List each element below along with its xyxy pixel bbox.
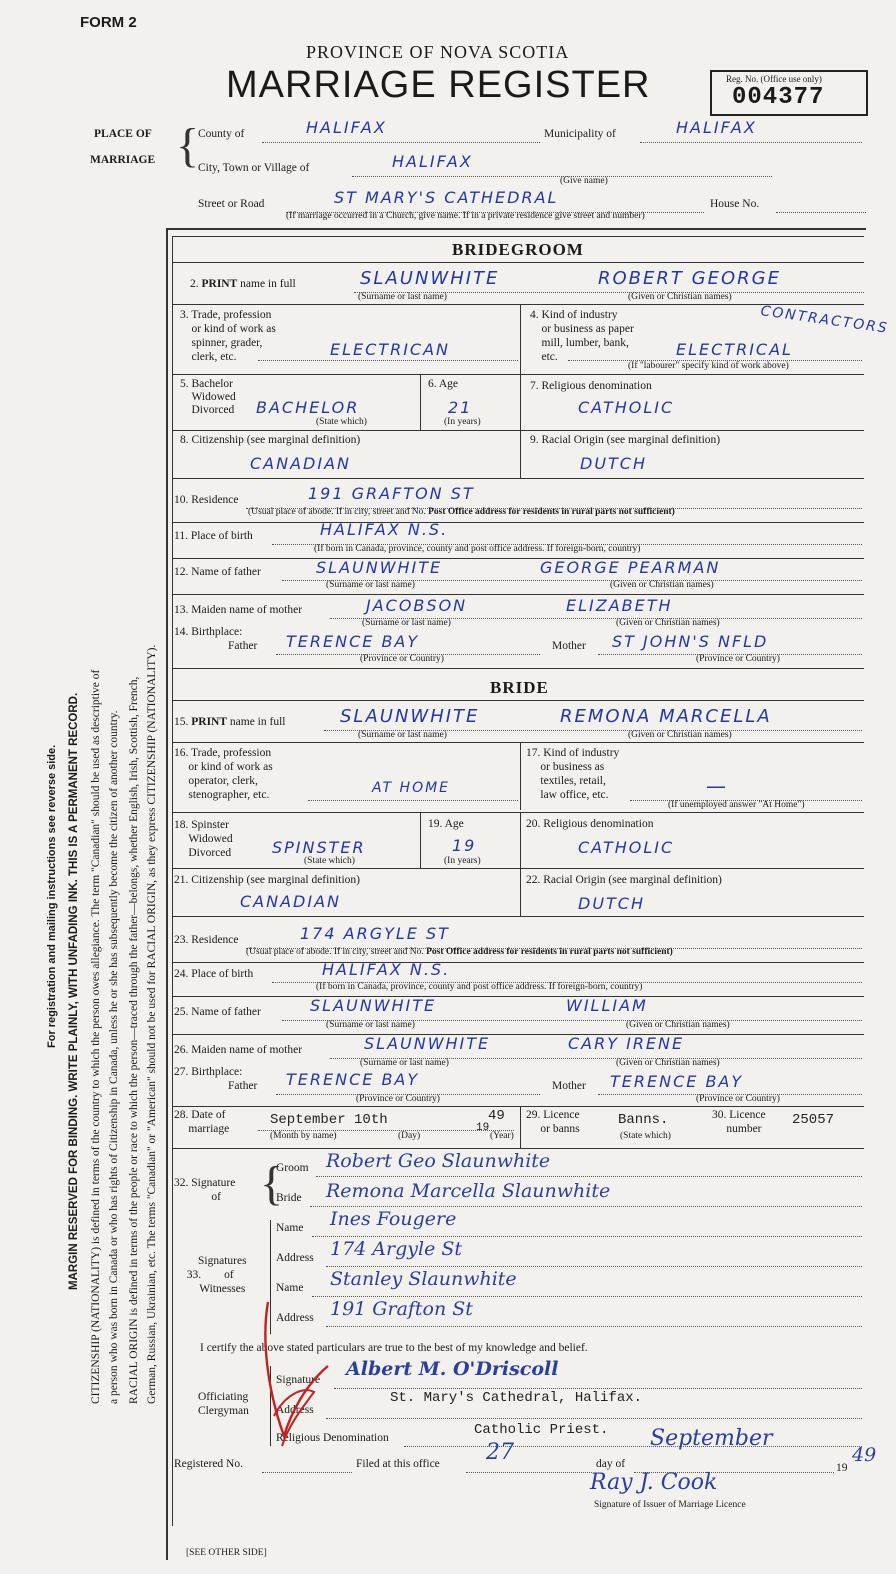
groom-status-l3: Divorced: [191, 404, 235, 416]
groom-status-l1: Bachelor: [191, 378, 234, 390]
bride-industry-note: (If unemployed answer "At Home"): [668, 800, 805, 810]
num-32: 32.: [174, 1177, 189, 1189]
municipality-value: HALIFAX: [676, 118, 757, 137]
month-label: (Month by name): [270, 1131, 337, 1141]
num-12: 12.: [174, 566, 189, 578]
bride-status-l2: Widowed: [188, 833, 233, 845]
bride-citizenship-label: Citizenship (see marginal definition): [191, 874, 360, 886]
w1-address-label: Address: [276, 1252, 314, 1264]
groom-mother-surname: JACOBSON: [366, 596, 468, 615]
signature-brace: {: [260, 1157, 284, 1210]
num-27: 27.: [174, 1066, 189, 1078]
num-16: 16.: [174, 747, 189, 759]
num-19: 19.: [428, 818, 443, 830]
bride-father-given: WILLIAM: [566, 996, 648, 1015]
reg-number-box: [710, 70, 868, 116]
margin-citizenship-def-1: CITIZENSHIP (NATIONALITY) is defined in terms of the country to which the person owes allegiance. The term "Canadian" should be used as descriptive of: [90, 669, 102, 1404]
racial-label: Racial Origin (see marginal definition): [541, 434, 721, 446]
groom-trade-l1: Trade, profession: [191, 309, 272, 321]
county-value: HALIFAX: [306, 118, 387, 137]
marriage-year-prefix: 19: [476, 1122, 490, 1134]
signature-of-label-1: Signature: [191, 1177, 236, 1189]
religion-label: Religious denomination: [541, 380, 652, 392]
maiden-mother-label: Maiden name of mother: [191, 604, 303, 616]
bride-father-surname: SLAUNWHITE: [310, 996, 437, 1015]
num-33: 33.: [186, 1269, 202, 1281]
groom-in-years: (In years): [444, 417, 481, 427]
bride-industry-l3: textiles, retail,: [540, 775, 606, 787]
groom-mother-birthplace: ST JOHN'S NFLD: [612, 632, 769, 651]
num-29: 29.: [526, 1109, 541, 1121]
groom-sig-label: Groom: [276, 1162, 309, 1174]
groom-trade: ELECTRICAN: [330, 340, 450, 359]
bride-trade-l1: Trade, profession: [191, 747, 272, 759]
bride-age-label: Age: [444, 818, 464, 830]
filed-day: 27: [486, 1440, 514, 1465]
marriage-month-day: September 10th: [270, 1112, 388, 1128]
clergy-signature: Albert M. O'Driscoll: [346, 1358, 559, 1380]
margin-citizenship-def-2: a person who was born in Canada or who has rights of Citizenship in Canada, unless he or she has subsequently become the citizen of another country.: [108, 710, 120, 1404]
registered-no-label: Registered No.: [174, 1458, 243, 1470]
clergy-label-2: Clergyman: [198, 1405, 249, 1417]
num-22: 22.: [526, 874, 541, 886]
clergy-address-label: Address: [276, 1404, 314, 1416]
num-20: 20.: [526, 818, 541, 830]
street-note: (If marriage occurred in a Church, give name. If in a private residence give street and number): [286, 211, 645, 221]
reg-number-label: Reg. No. (Office use only): [726, 74, 822, 84]
licence-number: 25057: [792, 1112, 835, 1128]
place-label-1: PLACE OF: [94, 128, 152, 140]
bride-name-in-full-label: name in full: [229, 716, 286, 728]
num-5: 5.: [180, 378, 189, 390]
clergy-denomination: Catholic Priest.: [474, 1422, 609, 1438]
clergy-address: St. Mary's Cathedral, Halifax.: [390, 1390, 643, 1406]
num-9: 9.: [530, 434, 539, 446]
surname-note: (Surname or last name): [358, 292, 447, 302]
city-label: City, Town or Village of: [198, 162, 310, 174]
province-heading: PROVINCE OF NOVA SCOTIA: [306, 42, 570, 62]
witness-2-name: Stanley Slaunwhite: [330, 1268, 517, 1290]
bride-residence: 174 ARGYLE ST: [300, 924, 450, 943]
groom-trade-l4: clerk, etc.: [191, 351, 237, 363]
bride-mother-birthplace: TERENCE BAY: [610, 1072, 744, 1091]
groom-racial: DUTCH: [580, 454, 648, 473]
margin-racial-def-1: RACIAL ORIGIN is defined in terms of the people or race to which the person—traced through the father—belongs, whether English, Irish, Scottish, French,: [128, 676, 140, 1404]
w1-name-label: Name: [276, 1222, 304, 1234]
num-21: 21.: [174, 874, 189, 886]
residence-label: Residence: [191, 494, 239, 506]
bride-father-province-note: (Province or Country): [356, 1094, 440, 1104]
bride-industry: —: [706, 774, 728, 798]
margin-racial-def-2: German, Russian, Ukrainian, etc. The terms "Canadian" or "American" should not be used for RACIAL ORIGIN, as they express CITIZENSHIP (NATIONALITY).: [146, 644, 158, 1404]
num-3: 3.: [180, 309, 189, 321]
age-label: Age: [438, 378, 459, 390]
num-14: 14.: [174, 626, 189, 638]
num-23: 23.: [174, 934, 189, 946]
bride-industry-l4: law office, etc.: [540, 789, 609, 801]
margin-binding-note: MARGIN RESERVED FOR BINDING. WRITE PLAINLY, WITH UNFADING INK. THIS IS A PERMANENT RECORD.: [68, 692, 80, 1290]
licence-type: Banns.: [618, 1112, 669, 1128]
red-check-mark-icon: [244, 1296, 344, 1456]
bride-mother-given-note: (Given or Christian names): [616, 1058, 720, 1068]
bride-signature: Remona Marcella Slaunwhite: [326, 1180, 611, 1202]
city-value: HALIFAX: [392, 152, 473, 171]
page-title: MARRIAGE REGISTER: [226, 64, 651, 106]
bride-status: SPINSTER: [272, 838, 366, 857]
groom-industry-1: CONTRACTORS: [759, 303, 890, 337]
bride-father-label: Father: [228, 1080, 258, 1092]
num-7: 7.: [530, 380, 539, 392]
filed-label: Filed at this office: [356, 1458, 440, 1470]
filed-year: 49: [852, 1444, 877, 1466]
witness-1-address: 174 Argyle St: [330, 1238, 463, 1260]
groom-industry-2: ELECTRICAL: [676, 340, 793, 359]
date-label-2: marriage: [188, 1123, 230, 1135]
signature-of-label-2: of: [211, 1191, 221, 1203]
bride-father-given-note: (Given or Christian names): [626, 1020, 730, 1030]
bride-trade-l4: stenographer, etc.: [188, 789, 270, 801]
witness-label-3: Witnesses: [199, 1283, 246, 1295]
bride-father-name-label: Name of father: [191, 1006, 261, 1018]
place-label-2: MARRIAGE: [90, 154, 156, 166]
num-10: 10.: [174, 494, 189, 506]
witness-label-1: Signatures: [198, 1255, 247, 1267]
bride-birthplace-label: Birthplace:: [191, 1066, 243, 1078]
marriage-year: 49: [488, 1108, 505, 1124]
bride-maiden-mother-label: Maiden name of mother: [191, 1044, 303, 1056]
witness-2-address: 191 Grafton St: [330, 1298, 473, 1320]
witness-label-2: of: [224, 1269, 234, 1281]
year-label: (Year): [490, 1131, 514, 1141]
groom-state-which: (State which): [316, 417, 367, 427]
filed-month: September: [650, 1426, 773, 1451]
bride-in-years: (In years): [444, 856, 481, 866]
clergy-signature-label: Signature: [276, 1374, 321, 1386]
bride-trade-l2: or kind of work as: [188, 761, 273, 773]
given-note: (Given or Christian names): [628, 292, 732, 302]
bride-po-address-note: Post Office address for residents in rural parts not sufficient): [426, 947, 673, 957]
licence-number-label-1: Licence: [729, 1109, 766, 1121]
bride-mother-given: CARY IRENE: [568, 1034, 685, 1053]
num-6: 6.: [428, 378, 437, 390]
groom-given: ROBERT GEORGE: [598, 268, 781, 289]
street-value: ST MARY'S CATHEDRAL: [334, 188, 559, 207]
day-of-label: day of: [596, 1458, 626, 1470]
num-26: 26.: [174, 1044, 189, 1056]
name-in-full-label: name in full: [240, 278, 296, 290]
bride-father-surname-note: (Surname or last name): [326, 1020, 415, 1030]
bride-age: 19: [452, 836, 477, 855]
num-18: 18.: [174, 819, 189, 831]
date-label-1: Date of: [191, 1109, 226, 1121]
num-4: 4.: [530, 309, 539, 321]
certification-statement: I certify the above stated particulars are true to the best of my knowledge and belief.: [200, 1342, 588, 1354]
bride-trade-l3: operator, clerk,: [188, 775, 258, 787]
licence-number-label-2: number: [726, 1123, 762, 1135]
licence-state-which: (State which): [620, 1131, 671, 1141]
bride-place-of-birth-label: Place of birth: [191, 968, 254, 980]
bride-trade: AT HOME: [372, 780, 451, 796]
bride-racial-label: Racial Origin (see marginal definition): [543, 874, 722, 886]
bride-racial: DUTCH: [578, 894, 646, 913]
bride-status-l1: Spinster: [191, 819, 229, 831]
see-other-side-note: [SEE OTHER SIDE]: [186, 1548, 267, 1558]
issuer-signature: Ray J. Cook: [590, 1470, 718, 1495]
filed-year-prefix: 19: [836, 1462, 848, 1474]
bride-religion-label: Religious denomination: [543, 818, 654, 830]
groom-signature: Robert Geo Slaunwhite: [326, 1150, 551, 1172]
bride-mother-label: Mother: [552, 1080, 586, 1092]
bride-state-which: (State which): [304, 856, 355, 866]
bride-mother-province-note: (Province or Country): [696, 1094, 780, 1104]
usual-place-note: (Usual place of abode. If in city, street and No.: [248, 507, 426, 517]
county-label: County of: [198, 128, 245, 140]
father-province-note: (Province or Country): [360, 654, 444, 664]
num-30: 30.: [712, 1109, 727, 1121]
bride-industry-l1: Kind of industry: [543, 747, 620, 759]
bride-status-l3: Divorced: [188, 847, 232, 859]
licence-label-2: or banns: [540, 1123, 580, 1135]
groom-citizenship: CANADIAN: [250, 454, 351, 473]
bride-surname-note: (Surname or last name): [358, 730, 447, 740]
house-label: House No.: [710, 198, 760, 210]
witness-1-name: Ines Fougere: [330, 1208, 457, 1230]
bride-print-label: PRINT: [191, 716, 228, 728]
denomination-label: Religious Denomination: [276, 1432, 389, 1444]
place-of-birth-label: Place of birth: [190, 530, 253, 542]
groom-father-birthplace: TERENCE BAY: [286, 632, 420, 651]
num-15: 15.: [174, 716, 189, 728]
bride-citizenship: CANADIAN: [240, 892, 341, 911]
bride-birthplace: HALIFAX N.S.: [322, 960, 451, 979]
bride-born-note: (If born in Canada, province, county and post office address. If foreign-born, country): [316, 982, 643, 992]
mother-province-note: (Province or Country): [696, 654, 780, 664]
bride-surname: SLAUNWHITE: [340, 706, 480, 727]
bride-mother-surname-note: (Surname or last name): [360, 1058, 449, 1068]
give-name-note: (Give name): [560, 176, 608, 186]
groom-industry-l3: mill, lumber, bank,: [541, 337, 629, 349]
bride-given: REMONA MARCELLA: [560, 706, 772, 727]
groom-industry-note: (If "labourer" specify kind of work above): [628, 361, 789, 371]
bride-given-note: (Given or Christian names): [628, 730, 732, 740]
w2-name-label: Name: [276, 1282, 304, 1294]
day-label: (Day): [398, 1131, 421, 1141]
groom-status: BACHELOR: [256, 398, 360, 417]
po-address-note: Post Office address for residents in rural parts not sufficient): [428, 507, 675, 517]
w2-address-label: Address: [276, 1312, 314, 1324]
groom-section-title: BRIDEGROOM: [452, 240, 584, 259]
clergy-label-1: Officiating: [198, 1391, 249, 1403]
father-label: Father: [228, 640, 258, 652]
num-8: 8.: [180, 434, 189, 446]
groom-birthplace: HALIFAX N.S.: [320, 520, 449, 539]
groom-mother-given: ELIZABETH: [566, 596, 673, 615]
bride-industry-l2: or business as: [540, 761, 605, 773]
mother-given-note: (Given or Christian names): [616, 618, 720, 628]
born-note: (If born in Canada, province, county and post office address. If foreign-born, country): [314, 544, 641, 554]
birthplace-label: Birthplace:: [191, 626, 243, 638]
municipality-label: Municipality of: [544, 128, 616, 140]
licence-label-1: Licence: [543, 1109, 580, 1121]
groom-industry-l2: or business as paper: [541, 323, 634, 335]
groom-age: 21: [448, 398, 473, 417]
num-2: 2.: [190, 278, 199, 290]
num-11: 11.: [174, 530, 188, 542]
reg-number: 004377: [732, 84, 825, 111]
bride-section-title: BRIDE: [490, 678, 549, 697]
place-brace: {: [176, 119, 200, 172]
groom-trade-l3: spinner, grader,: [191, 337, 263, 349]
groom-industry-l1: Kind of industry: [541, 309, 618, 321]
bride-religion: CATHOLIC: [578, 838, 675, 857]
groom-trade-l2: or kind of work as: [191, 323, 276, 335]
groom-religion: CATHOLIC: [578, 398, 675, 417]
groom-industry-l4: etc.: [541, 351, 558, 363]
groom-status-l2: Widowed: [191, 391, 236, 403]
bride-usual-place-note: (Usual place of abode. If in city, street and No.: [246, 947, 424, 957]
num-13: 13.: [174, 604, 189, 616]
street-label: Street or Road: [198, 198, 265, 210]
citizenship-label: Citizenship (see marginal definition): [191, 434, 361, 446]
bride-father-birthplace: TERENCE BAY: [286, 1070, 420, 1089]
margin-instructions-note: For registration and mailing instructions see reverse side.: [46, 744, 58, 1048]
num-24: 24.: [174, 968, 189, 980]
bride-residence-label: Residence: [191, 934, 239, 946]
mother-surname-note: (Surname or last name): [362, 618, 451, 628]
groom-surname: SLAUNWHITE: [360, 268, 500, 289]
num-25: 25.: [174, 1006, 189, 1018]
groom-father-surname: SLAUNWHITE: [316, 558, 443, 577]
father-name-label: Name of father: [191, 566, 261, 578]
father-surname-note: (Surname or last name): [326, 580, 415, 590]
groom-residence: 191 GRAFTON ST: [308, 484, 475, 503]
bride-sig-label: Bride: [276, 1192, 302, 1204]
num-28: 28.: [174, 1109, 189, 1121]
bride-mother-surname: SLAUNWHITE: [364, 1034, 491, 1053]
form-number: FORM 2: [80, 14, 137, 31]
groom-father-given: GEORGE PEARMAN: [540, 558, 721, 577]
issuer-signature-label: Signature of Issuer of Marriage Licence: [594, 1500, 746, 1510]
print-label: PRINT: [201, 278, 238, 290]
num-17: 17.: [526, 747, 541, 759]
mother-label: Mother: [552, 640, 586, 652]
father-given-note: (Given or Christian names): [610, 580, 714, 590]
